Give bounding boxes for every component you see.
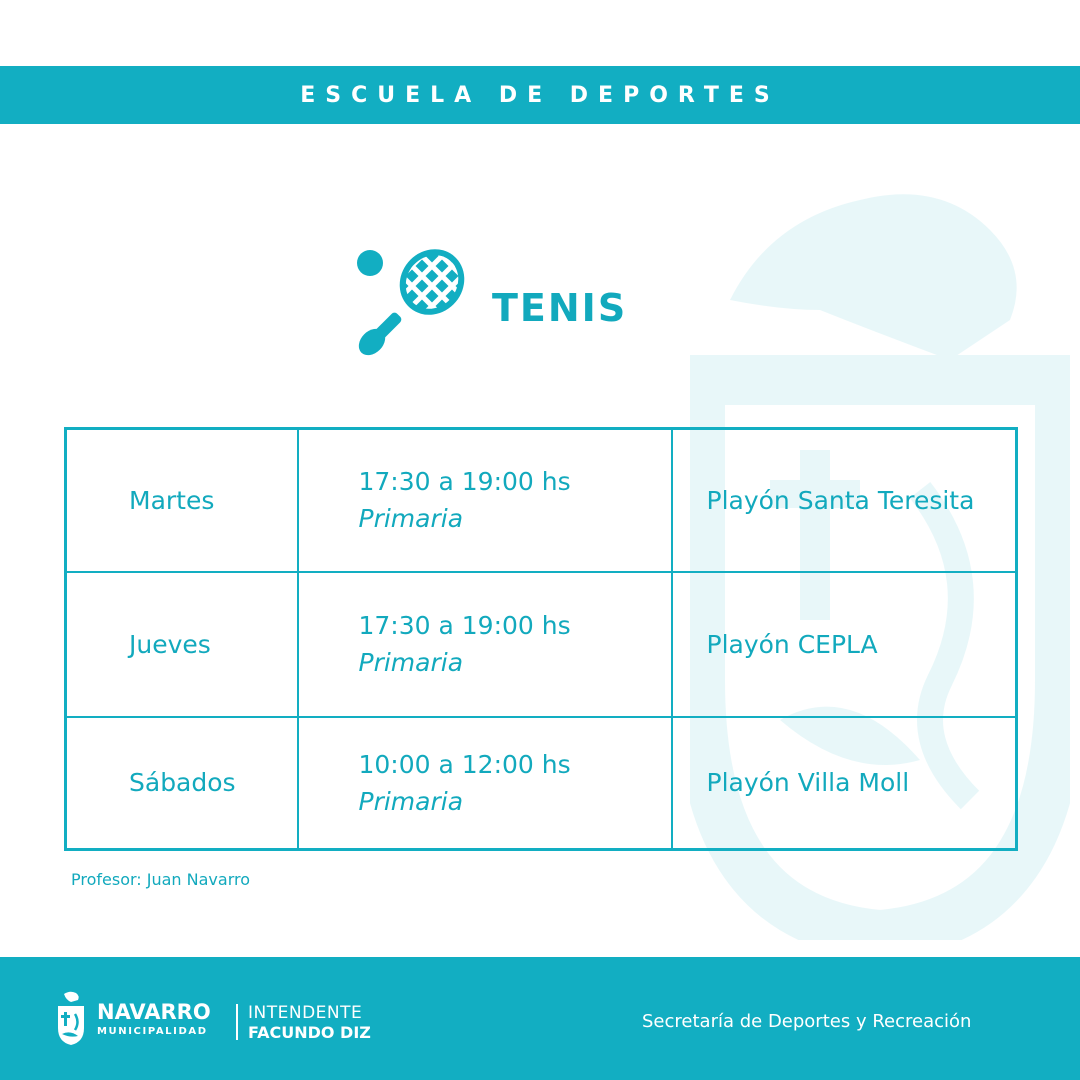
place-cell: Playón CEPLA	[672, 572, 1017, 717]
level-label: Primaria	[358, 786, 464, 816]
navarro-shield-icon	[56, 990, 86, 1046]
time-cell	[298, 429, 672, 572]
secretaria-label: Secretaría de Deportes y Recreación	[642, 1011, 972, 1032]
time-range: 10:00 a 12:00 hs	[358, 749, 571, 779]
tennis-racket-icon	[352, 246, 470, 364]
day-cell: Jueves	[66, 572, 298, 717]
teacher-label: Profesor: Juan Navarro	[71, 870, 251, 889]
place-cell: Playón Santa Teresita	[672, 429, 1017, 572]
time-range: 17:30 a 19:00 hs	[358, 611, 571, 640]
municipality-name: NAVARRO	[97, 1000, 211, 1024]
header-band	[0, 66, 1080, 124]
table-row	[66, 429, 1017, 572]
level-label: Primaria	[358, 648, 464, 677]
table-row	[66, 717, 1017, 850]
schedule-table	[64, 427, 1018, 851]
logo-divider	[236, 1004, 238, 1040]
level-label: Primaria	[358, 504, 464, 534]
sport-title: TENIS	[492, 286, 628, 330]
place-cell: Playón Villa Moll	[672, 717, 1017, 850]
day-cell: Martes	[66, 429, 298, 572]
time-cell	[298, 572, 672, 717]
municipality-subtitle: MUNICIPALIDAD	[97, 1026, 208, 1037]
time-cell	[298, 717, 672, 850]
day-cell: Sábados	[66, 717, 298, 850]
time-range: 17:30 a 19:00 hs	[358, 467, 571, 497]
header-title: ESCUELA DE DEPORTES	[300, 82, 780, 108]
table-row	[66, 572, 1017, 717]
intendente-name: FACUNDO DIZ	[248, 1023, 371, 1042]
intendente-title: INTENDENTE	[248, 1003, 363, 1023]
